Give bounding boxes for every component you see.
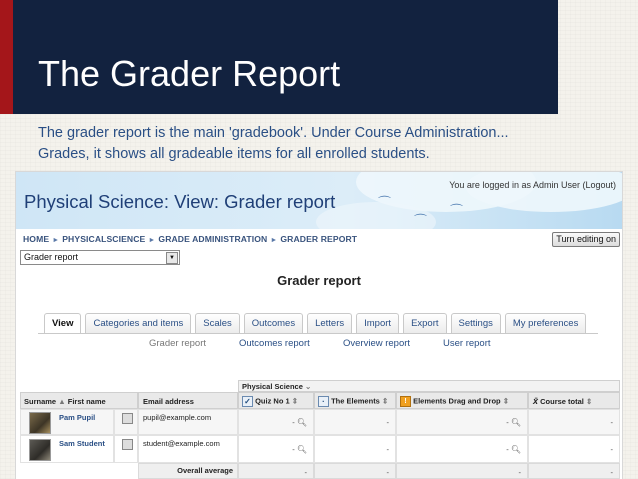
breadcrumb: HOME ► PHYSICALSCIENCE ► GRADE ADMINISTRATION ► GRADER REPORT: [23, 234, 358, 244]
grade-cell[interactable]: [238, 409, 314, 435]
tab-import[interactable]: Import: [356, 313, 399, 333]
name-column-header[interactable]: Surname ▲ First name: [20, 392, 138, 409]
overall-average-label: Overall average: [138, 463, 238, 479]
grade-value: -: [386, 418, 389, 427]
tab-divider: [38, 333, 598, 334]
tab-view[interactable]: View: [44, 313, 81, 333]
dragdrop-header-label: Elements Drag and Drop: [413, 396, 501, 406]
grade-value: -: [292, 445, 295, 454]
slide-title: The Grader Report: [38, 53, 341, 94]
tab-my-preferences[interactable]: My preferences: [505, 313, 586, 333]
activity-icon: !: [400, 396, 411, 407]
slide-body-line-2: Grades, it shows all gradeable items for all enrolled students.: [38, 146, 430, 162]
turn-editing-button[interactable]: Turn editing on: [552, 232, 620, 247]
category-name: Physical Science: [242, 382, 303, 391]
surname-header[interactable]: Surname: [24, 397, 57, 406]
report-icon[interactable]: [122, 413, 133, 424]
course-banner: [16, 172, 622, 229]
average-cell: -: [396, 463, 528, 479]
grade-value: -: [292, 418, 295, 427]
grade-report-icon-cell: [114, 409, 138, 435]
resource-icon: ·: [318, 396, 329, 407]
subtab-outcomes-report[interactable]: Outcomes report: [239, 338, 310, 349]
total-column-header[interactable]: x̄ Course total ⇕: [528, 392, 620, 409]
grade-cell[interactable]: [528, 435, 620, 463]
category-header: Physical Science ⌄: [238, 380, 620, 392]
course-title: Physical Science: View: Grader report: [24, 191, 336, 212]
slide-accent-strip: [0, 0, 13, 114]
breadcrumb-grade-admin[interactable]: GRADE ADMINISTRATION: [158, 234, 268, 244]
breadcrumb-home[interactable]: HOME: [23, 234, 50, 244]
email-column-header[interactable]: [138, 392, 238, 409]
firstname-header[interactable]: First name: [67, 397, 106, 406]
slide-body-text: [38, 123, 608, 165]
elements-column-header[interactable]: · The Elements ⇕: [314, 392, 396, 409]
email-header-label: Email address: [143, 397, 194, 406]
grade-cell[interactable]: [314, 409, 396, 435]
tab-letters[interactable]: Letters: [307, 313, 352, 333]
tab-outcomes[interactable]: Outcomes: [244, 313, 303, 333]
slide-body-line-1: The grader report is the main 'gradebook'. Under Course Administration...: [38, 125, 509, 141]
average-cell: -: [314, 463, 396, 479]
grade-value: -: [610, 418, 613, 427]
grader-grid: [20, 380, 620, 479]
table-row: [20, 435, 114, 463]
search-icon: 🔍︎: [296, 445, 307, 454]
moodle-screenshot: [16, 172, 622, 479]
report-heading: Grader report: [277, 273, 361, 288]
grade-value: -: [506, 445, 509, 454]
student-name[interactable]: Pam Pupil: [59, 413, 96, 422]
tab-export[interactable]: Export: [403, 313, 446, 333]
subtab-grader-report[interactable]: Grader report: [149, 338, 207, 349]
bird-icon: ⌒: [378, 195, 392, 210]
report-select[interactable]: [20, 250, 180, 265]
subtab-overview-report[interactable]: Overview report: [343, 338, 411, 349]
tab-settings[interactable]: Settings: [451, 313, 501, 333]
grade-cell[interactable]: [396, 409, 528, 435]
grade-cell[interactable]: [396, 435, 528, 463]
avatar: [29, 412, 51, 434]
tab-categories-and-items[interactable]: Categories and items: [85, 313, 191, 333]
login-info[interactable]: You are logged in as Admin User (Logout): [449, 180, 616, 190]
grade-cell[interactable]: [528, 409, 620, 435]
quiz-column-header[interactable]: ✓ Quiz No 1 ⇕: [238, 392, 314, 409]
table-row: [20, 409, 114, 435]
grade-cell[interactable]: [314, 435, 396, 463]
grade-value: -: [386, 445, 389, 454]
grade-value: -: [506, 418, 509, 427]
quiz-icon: ✓: [242, 396, 253, 407]
elements-header-label: The Elements: [331, 396, 380, 406]
average-cell: -: [528, 463, 620, 479]
avatar: [29, 439, 51, 461]
dragdrop-column-header[interactable]: ! Elements Drag and Drop ⇕: [396, 392, 528, 409]
sigma-icon: x̄: [533, 396, 539, 406]
grade-value: -: [610, 445, 613, 454]
report-icon[interactable]: [122, 439, 133, 450]
average-cell: -: [238, 463, 314, 479]
report-select-value: Grader report: [24, 252, 79, 262]
quiz-header-label: Quiz No 1: [255, 396, 290, 406]
grade-report-icon-cell: [114, 435, 138, 463]
breadcrumb-course[interactable]: PHYSICALSCIENCE: [62, 234, 146, 244]
subtab-user-report[interactable]: User report: [443, 338, 491, 349]
chevron-down-icon: ▼: [166, 252, 178, 264]
bird-icon: ⌒: [414, 213, 428, 228]
tab-scales[interactable]: Scales: [195, 313, 240, 333]
search-icon: 🔍︎: [510, 418, 521, 427]
report-tabs: [44, 313, 590, 333]
student-name[interactable]: Sam Student: [59, 439, 105, 448]
search-icon: 🔍︎: [296, 418, 307, 427]
grade-cell[interactable]: [238, 435, 314, 463]
bird-icon: ⌒: [450, 203, 464, 218]
student-email: student@example.com: [138, 435, 238, 463]
total-header-label: Course total: [540, 397, 584, 406]
student-email: pupil@example.com: [138, 409, 238, 435]
breadcrumb-grader-report: GRADER REPORT: [280, 234, 358, 244]
search-icon: 🔍︎: [510, 445, 521, 454]
